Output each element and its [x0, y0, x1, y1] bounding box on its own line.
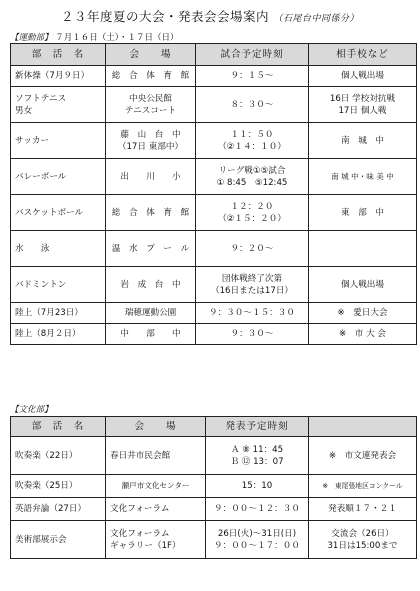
time-cell	[196, 324, 309, 345]
club-cell	[11, 123, 106, 159]
table-row	[11, 87, 417, 123]
title-subtitle: （石尾台中同係分）	[273, 14, 359, 24]
time-cell	[196, 66, 309, 87]
opponent-cell	[309, 159, 417, 195]
table-row	[11, 521, 417, 559]
venue-cell-line: ギャラリー（1F）	[110, 540, 181, 551]
time-cell	[206, 437, 309, 475]
venue-cell-line: 瑞穂運動公園	[124, 308, 177, 318]
time-cell	[206, 521, 309, 559]
time-cell-line: ９：３０～	[230, 329, 274, 339]
venue-cell-line: テニスコート	[124, 105, 177, 116]
time-cell-line: ９：２０～	[230, 243, 274, 254]
venue-cell	[106, 195, 196, 231]
table-row	[11, 437, 417, 475]
club-cell	[11, 498, 106, 521]
note-cell-line: ※ 市文連発表会	[328, 450, 397, 461]
note-cell-line: ※ 東尾張地区コンクール	[322, 482, 403, 490]
table-row	[11, 303, 417, 324]
venue-cell-line: （17日 東部中）	[117, 141, 184, 152]
title-text: ２３年度夏の大会・発表会会場案内	[60, 9, 269, 24]
club-cell-line: バドミントン	[15, 279, 67, 290]
venue-cell	[106, 123, 196, 159]
time-cell-line: ９：３０～１５：３０	[209, 308, 295, 318]
time-cell	[196, 195, 309, 231]
venue-cell	[106, 159, 196, 195]
venue-cell-line: 文化フォーラム	[110, 528, 170, 539]
club-cell	[11, 521, 106, 559]
table-row	[11, 324, 417, 345]
club-cell	[11, 437, 106, 475]
venue-cell-line: 瀬戸市文化センター	[121, 481, 190, 490]
club-cell-line: 陸上（8月２日）	[15, 329, 81, 339]
club-cell-line: 吹奏楽（25日）	[15, 481, 78, 491]
venue-cell	[106, 498, 206, 521]
col-venue: 会 場	[106, 44, 196, 66]
club-cell	[11, 66, 106, 87]
time-cell-line: Ａ ⑧ 11：45	[230, 444, 284, 455]
opponent-cell-line: 17日 個人戦	[338, 105, 387, 116]
table-row	[11, 66, 417, 87]
time-cell	[196, 159, 309, 195]
sports-schedule-table	[10, 43, 417, 345]
opponent-cell-line: 個人戦出場	[341, 71, 384, 81]
club-cell-line: サッカー	[15, 135, 50, 146]
club-cell	[11, 159, 106, 195]
venue-cell	[106, 231, 196, 267]
culture-header-row	[11, 417, 417, 437]
time-cell	[196, 123, 309, 159]
time-cell-line: 15：10	[241, 481, 273, 491]
col-time: 試合予定時刻	[196, 44, 309, 66]
time-cell-line: Ｂ ⑫ 13：07	[230, 456, 284, 467]
venue-cell	[106, 324, 196, 345]
table-row	[11, 159, 417, 195]
opponent-cell-line: 南 城 中・味 美 中	[331, 171, 394, 181]
table-row	[11, 195, 417, 231]
sports-header	[10, 31, 178, 43]
table-row	[11, 498, 417, 521]
note-cell-line: 交流会（26日）	[331, 528, 394, 539]
club-cell-line: 水 泳	[15, 243, 50, 254]
col-time: 発表予定時刻	[206, 417, 309, 437]
col-note	[309, 417, 417, 437]
table-row	[11, 231, 417, 267]
club-cell	[11, 195, 106, 231]
opponent-cell	[309, 195, 417, 231]
time-cell-line: ① 8:45 ⑤12:45	[216, 177, 288, 188]
opponent-cell-line: 16日 学校対抗戦	[329, 93, 396, 104]
note-cell	[309, 437, 417, 475]
time-cell-line: 団体戦終了次第	[221, 273, 283, 284]
time-cell-line: （②１５：２０）	[218, 213, 286, 224]
opponent-cell	[309, 324, 417, 345]
club-cell	[11, 231, 106, 267]
club-cell-line: 男女	[15, 105, 33, 116]
table-row	[11, 267, 417, 303]
sports-header-row	[11, 44, 417, 66]
venue-cell-line: 中央公民館	[129, 93, 172, 104]
venue-cell-line: 春日井市民会館	[110, 450, 171, 461]
club-cell-line: 美術部展示会	[15, 534, 67, 545]
club-cell-line: バスケットボール	[15, 207, 84, 218]
sports-tag: 【運動部】	[10, 33, 53, 43]
table-row	[11, 475, 417, 498]
time-cell	[196, 87, 309, 123]
opponent-cell-line: 東 部 中	[341, 207, 384, 218]
opponent-cell-line: 南 城 中	[341, 135, 384, 146]
time-cell	[206, 475, 309, 498]
time-cell-line: １２：２０	[230, 201, 274, 212]
note-cell	[309, 521, 417, 559]
club-cell-line: 吹奏楽（22日）	[15, 450, 78, 461]
club-cell	[11, 267, 106, 303]
venue-cell	[106, 475, 206, 498]
venue-cell	[106, 87, 196, 123]
venue-cell-line: 総 合 体 育 館	[111, 71, 190, 81]
venue-cell-line: 総 合 体 育 館	[111, 207, 190, 218]
opponent-cell-line: ※ 市 大 会	[338, 329, 387, 339]
opponent-cell-line: 個人戦出場	[341, 279, 384, 290]
club-cell	[11, 324, 106, 345]
venue-cell-line: 温 水 プ ー ル	[111, 243, 190, 254]
time-cell-line: ９：１５～	[230, 71, 274, 81]
venue-cell-line: 中 部 中	[120, 329, 181, 339]
time-cell-line: ９：００～１７：００	[214, 540, 300, 551]
culture-header	[10, 403, 53, 415]
col-venue: 会 場	[106, 417, 206, 437]
opponent-cell	[309, 123, 417, 159]
venue-cell-line: 文化フォーラム	[110, 504, 170, 514]
venue-cell-line: 藤 山 台 中	[120, 129, 181, 140]
time-cell-line: （16日または17日）	[210, 285, 294, 296]
time-cell-line: （②１４：１０）	[218, 141, 286, 152]
club-cell	[11, 303, 106, 324]
note-cell	[309, 475, 417, 498]
time-cell-line: リーグ戦①⑤試合	[218, 165, 286, 176]
time-cell-line: ８：３０～	[230, 99, 274, 110]
venue-cell-line: 岩 成 台 中	[120, 279, 181, 290]
venue-cell	[106, 521, 206, 559]
col-club: 部 活 名	[11, 417, 106, 437]
time-cell	[196, 303, 309, 324]
culture-schedule-table	[10, 416, 417, 559]
club-cell	[11, 87, 106, 123]
col-opponent: 相手校など	[309, 44, 417, 66]
time-cell-line: 26日(火)～31日(日)	[217, 528, 297, 539]
club-cell-line: バレーボール	[15, 171, 67, 182]
note-cell-line: 31日は15:00まで	[327, 540, 398, 551]
time-cell-line: ９：００～１２：３０	[214, 504, 300, 514]
club-cell-line: ソフトテニス	[15, 93, 67, 104]
club-cell-line: 英語弁論（27日）	[15, 504, 87, 514]
note-cell	[309, 498, 417, 521]
time-cell-line: １１：５０	[230, 129, 274, 140]
club-cell-line: 陸上（7月23日）	[15, 308, 83, 318]
venue-cell	[106, 267, 196, 303]
opponent-cell	[309, 87, 417, 123]
col-club: 部 活 名	[11, 44, 106, 66]
time-cell	[206, 498, 309, 521]
page-title	[0, 7, 420, 25]
sports-date: ７月１６日（土）・１７日（日）	[55, 33, 179, 43]
note-cell-line: 発表順１７・２１	[328, 504, 397, 514]
venue-cell	[106, 303, 196, 324]
opponent-cell-line: ※ 愛日大会	[337, 308, 388, 318]
venue-cell-line: 出 川 小	[120, 171, 181, 182]
opponent-cell	[309, 267, 417, 303]
time-cell	[196, 267, 309, 303]
venue-cell	[106, 437, 206, 475]
club-cell	[11, 475, 106, 498]
club-cell-line: 新体操（7月９日）	[15, 71, 90, 81]
time-cell	[196, 231, 309, 267]
culture-tag: 【文化部】	[10, 405, 53, 415]
opponent-cell	[309, 231, 417, 267]
table-row	[11, 123, 417, 159]
opponent-cell	[309, 66, 417, 87]
opponent-cell	[309, 303, 417, 324]
venue-cell	[106, 66, 196, 87]
